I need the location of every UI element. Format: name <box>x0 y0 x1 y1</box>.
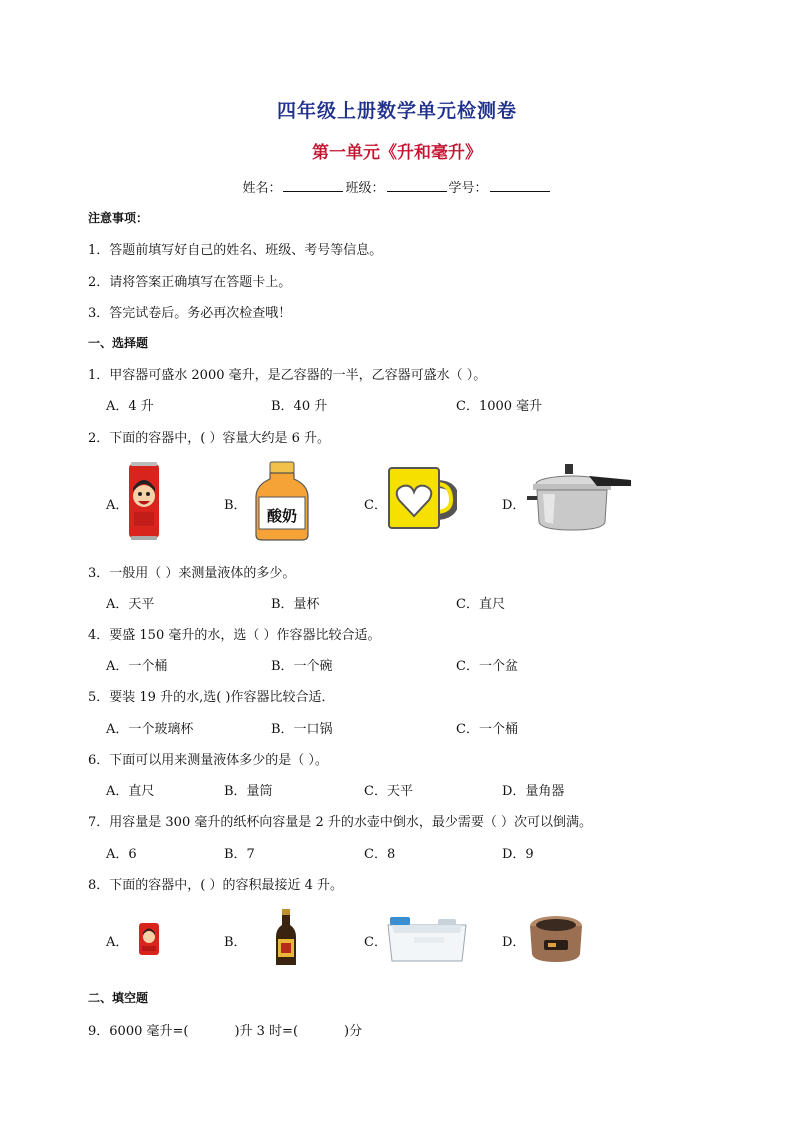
question-8: 8．下面的容器中，( ）的容积最接近 4 升。 <box>88 878 344 893</box>
note-item: 3．答完试卷后。务必再次检查哦！ <box>88 306 292 321</box>
question-2: 2．下面的容器中，( ）容量大约是 6 升。 <box>88 431 331 446</box>
question-7: 7．用容量是 300 毫升的纸杯向容量是 2 升的水壶中倒水，最少需要（ ）次可以倒满。 <box>88 815 593 830</box>
rice-cooker-icon <box>526 912 586 964</box>
page-subtitle: 第一单元《升和毫升》 <box>312 143 482 163</box>
bathtub-icon <box>386 911 468 963</box>
note-item: 2．请将答案正确填写在答题卡上。 <box>88 275 292 290</box>
q6-option-c[interactable]: C．天平 <box>364 784 413 799</box>
mug-icon <box>385 466 457 530</box>
drink-can-icon <box>128 462 160 540</box>
class-label: 班级： <box>345 181 385 196</box>
question-5: 5．要装 19 升的水,选( )作容器比较合适． <box>88 690 335 705</box>
class-field[interactable] <box>387 179 447 192</box>
name-label: 姓名： <box>242 181 282 196</box>
notes-heading: 注意事项： <box>88 211 149 225</box>
q3-option-b[interactable]: B．量杯 <box>271 597 320 612</box>
pressure-cooker-icon <box>527 462 633 534</box>
q2-option-a[interactable]: A． <box>106 498 129 513</box>
question-6: 6．下面可以用来测量液体多少的是（ ）。 <box>88 753 328 768</box>
q7-option-a[interactable]: A．6 <box>106 847 137 862</box>
q2-option-b[interactable]: B． <box>224 498 247 513</box>
question-3: 3．一般用（ ）来测量液体的多少。 <box>88 566 296 581</box>
q1-option-c[interactable]: C．1000 毫升 <box>456 399 543 414</box>
id-label: 学号： <box>448 181 488 196</box>
question-1: 1．甲容器可盛水 2000 毫升，是乙容器的一半，乙容器可盛水（ ）。 <box>88 368 487 383</box>
note-item: 1．答题前填写好自己的姓名、班级、考号等信息。 <box>88 243 383 258</box>
q2-option-c[interactable]: C． <box>364 498 387 513</box>
bottle-label: 酸奶 <box>266 507 297 525</box>
q2-option-d[interactable]: D． <box>502 498 526 513</box>
page-title: 四年级上册数学单元检测卷 <box>276 100 517 122</box>
section-heading-choice: 一、选择题 <box>88 336 149 350</box>
q8-option-b[interactable]: B． <box>224 935 247 950</box>
q9-part1: 9．6000 毫升=( <box>88 1024 189 1039</box>
q6-option-a[interactable]: A．直尺 <box>106 784 155 799</box>
question-4: 4．要盛 150 毫升的水，选（ ）作容器比较合适。 <box>88 628 381 643</box>
question-9 <box>88 1020 362 1039</box>
q3-option-a[interactable]: A．天平 <box>106 597 155 612</box>
id-field[interactable] <box>490 179 550 192</box>
q1-option-a[interactable]: A．4 升 <box>106 399 154 414</box>
q9-part2: )升 3 时=( <box>234 1024 299 1039</box>
q8-option-d[interactable]: D． <box>502 935 526 950</box>
q6-option-b[interactable]: B．量筒 <box>224 784 273 799</box>
q5-option-b[interactable]: B．一口锅 <box>271 722 333 737</box>
q5-option-a[interactable]: A．一个玻璃杯 <box>106 722 194 737</box>
q1-option-b[interactable]: B．40 升 <box>271 399 328 414</box>
section-heading-fill: 二、填空题 <box>88 991 149 1005</box>
q7-option-d[interactable]: D．9 <box>502 847 534 862</box>
soy-sauce-bottle-icon <box>274 909 298 967</box>
student-info-row <box>0 177 794 196</box>
q7-option-b[interactable]: B．7 <box>224 847 255 862</box>
small-can-icon <box>138 922 160 956</box>
yogurt-bottle-icon <box>252 461 312 541</box>
q4-option-a[interactable]: A．一个桶 <box>106 659 168 674</box>
q8-option-a[interactable]: A． <box>106 935 129 950</box>
q5-option-c[interactable]: C．一个桶 <box>456 722 518 737</box>
q7-option-c[interactable]: C．8 <box>364 847 396 862</box>
q8-option-c[interactable]: C． <box>364 935 387 950</box>
q4-option-b[interactable]: B．一个碗 <box>271 659 333 674</box>
q3-option-c[interactable]: C．直尺 <box>456 597 505 612</box>
name-field[interactable] <box>283 179 343 192</box>
q9-part3: )分 <box>344 1024 363 1039</box>
q6-option-d[interactable]: D．量角器 <box>502 784 565 799</box>
q4-option-c[interactable]: C．一个盆 <box>456 659 518 674</box>
